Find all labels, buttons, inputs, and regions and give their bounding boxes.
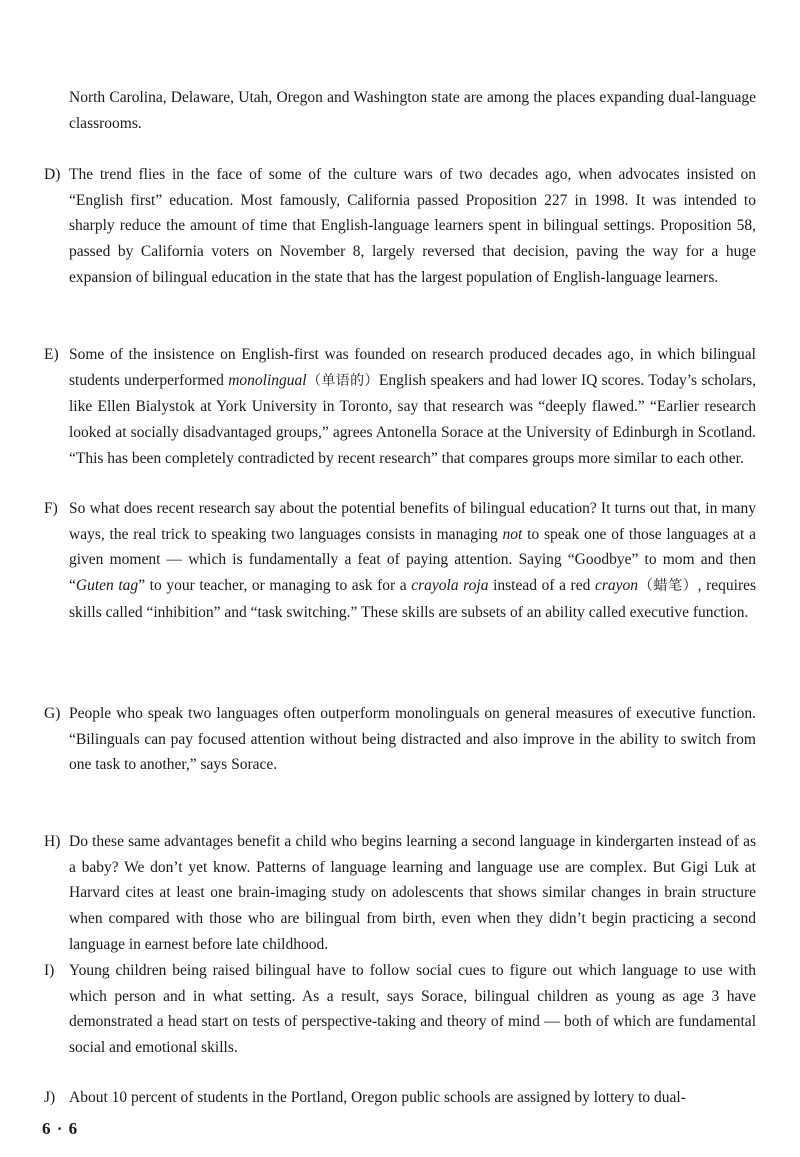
paragraph-text bbox=[69, 496, 756, 626]
paragraph-label: E) bbox=[44, 346, 59, 363]
paragraph-text: The trend flies in the face of some of the culture wars of two decades ago, when advocates insisted on “English first” education. Most famously, California passed Proposition 227 in 1998. It was intended to sharply reduce the amount of time that English-language learners spent in bilingual settings. Proposition 58, passed by California voters on November 8, largely reversed that decision, paving the way for a huge expansion of bilingual education in the state that has the largest population of English-language learners. bbox=[69, 166, 756, 286]
paragraph-label: D) bbox=[44, 166, 61, 183]
paragraph-text bbox=[69, 342, 756, 472]
continuation-paragraph: North Carolina, Delaware, Utah, Oregon and Washington state are among the places expanding dual-language classrooms. bbox=[69, 89, 756, 132]
chinese-gloss: （单语的） bbox=[306, 372, 379, 389]
italic-term: crayon bbox=[594, 577, 639, 595]
page-number: 6 · 6 bbox=[42, 1119, 79, 1138]
text-segment: to speak one of those languages at a given moment — which is fundamentally a feat of paying attention. Saying “Goodbye” to mom and then “ bbox=[69, 525, 757, 595]
paragraph-label: G) bbox=[44, 705, 61, 722]
paragraph-text: People who speak two languages often outperform monolinguals on general measures of executive function. “Bilinguals can pay focused attention without being distracted and also improve in the ability to switch from one task to another,” says Sorace. bbox=[69, 705, 756, 774]
paragraph-j bbox=[44, 1085, 756, 1111]
text-segment: English speakers and had lower IQ scores. Today’s scholars, like Ellen Bialystok at York University in Toronto, say that research was “deeply flawed.” “Earlier research looked at socially disadvantaged groups,” agrees Antonella Sorace at the University of Edinburgh in Scotland. “This has been completely contradicted by recent research” that compares groups more similar to each other. bbox=[69, 371, 757, 467]
paragraph-label: I) bbox=[44, 962, 55, 979]
paragraph-h bbox=[44, 829, 756, 958]
paragraph-d bbox=[44, 162, 756, 291]
paragraph-label: J) bbox=[44, 1089, 56, 1106]
paragraph-label: H) bbox=[44, 833, 61, 850]
text-segment: ” to your teacher, or managing to ask for a bbox=[138, 577, 407, 595]
paragraph-i bbox=[44, 958, 756, 1061]
paragraph-g bbox=[44, 701, 756, 778]
text-segment: So what does recent research say about the potential benefits of bilingual education? It turns out that, in many ways, the real trick to speaking two languages consists in managing bbox=[69, 500, 756, 543]
italic-term: monolingual bbox=[228, 371, 307, 389]
text-segment: , requires skills called “inhibition” and “task switching.” These skills are subsets of an ability called executive function. bbox=[69, 577, 757, 621]
chinese-gloss: （蜡笔） bbox=[638, 578, 698, 595]
italic-term: not bbox=[502, 525, 523, 543]
text-segment: instead of a red bbox=[493, 577, 591, 595]
paragraph-text: Do these same advantages benefit a child who begins learning a second language in kindergarten instead of as a baby? We don’t yet know. Patterns of language learning and language use are complex. But Gigi Luk at Harvard cites at least one brain-imaging study on adolescents that shows similar changes in brain structure when compared with those who are bilingual from birth, even when they didn’t begin practicing a second language in earnest before late childhood. bbox=[69, 833, 756, 953]
paragraph-text: Young children being raised bilingual have to follow social cues to figure out which language to use with which person and in what setting. As a result, says Sorace, bilingual children as young as age 3 have demonstrated a head start on tests of perspective-taking and theory of mind — both of which are fundamental social and emotional skills. bbox=[69, 962, 756, 1057]
paragraph-label: F) bbox=[44, 500, 58, 517]
paragraph-text: About 10 percent of students in the Portland, Oregon public schools are assigned by lottery to dual- bbox=[69, 1089, 686, 1106]
paragraph-f bbox=[44, 496, 756, 626]
italic-term: Guten tag bbox=[75, 577, 139, 595]
italic-term: crayola roja bbox=[411, 577, 489, 595]
paragraph-e bbox=[44, 342, 756, 472]
text-segment: Some of the insistence on English-first was founded on research produced decades ago, in which bilingual students underperformed bbox=[69, 346, 756, 389]
